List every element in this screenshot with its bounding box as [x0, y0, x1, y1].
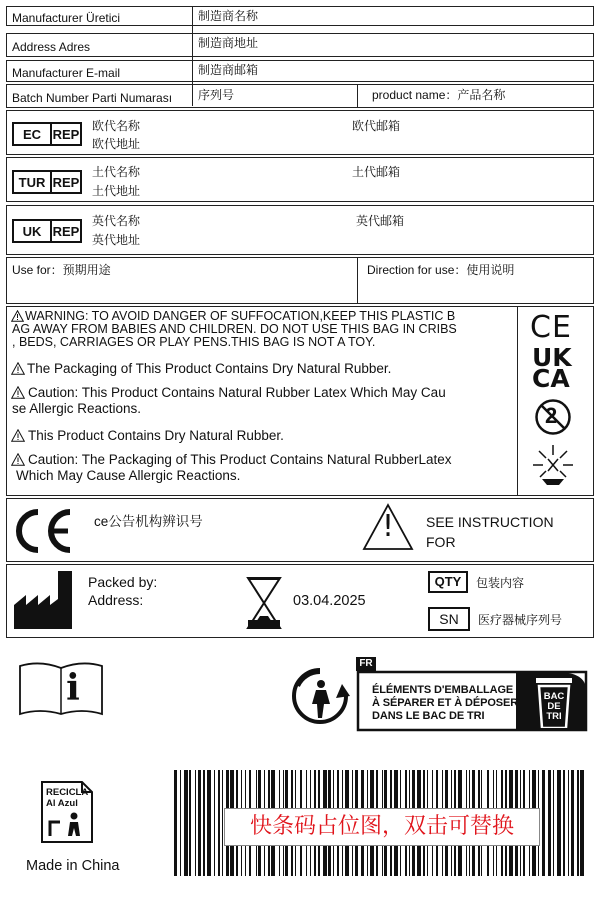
- batch-label: Batch Number Parti Numarası: [12, 91, 173, 105]
- ec-text: EC: [14, 124, 52, 144]
- see-instruction-line2: FOR: [426, 534, 456, 550]
- tur-rep-email: 土代邮箱: [352, 165, 401, 179]
- product-name: product name：产品名称: [372, 88, 506, 102]
- barcode-bar: [553, 770, 554, 876]
- email-label: Manufacturer E-mail: [12, 66, 121, 80]
- rep-text: REP: [52, 223, 80, 239]
- triman-fr-badge: FR: [356, 657, 376, 671]
- sorting-bin-label: [541, 692, 567, 722]
- ce-mark-small: CE: [530, 310, 572, 345]
- warning-packaging-rubber: The Packaging of This Product Contains Dry Natural Rubber.: [27, 361, 392, 376]
- barcode-bar: [203, 770, 205, 876]
- qty-value: 包装内容: [476, 576, 525, 590]
- warning-triangle-icon: [11, 362, 25, 375]
- tur-rep-address: 土代地址: [92, 184, 141, 198]
- packed-by: Packed by:: [88, 574, 158, 590]
- ec-rep-name: 欧代名称: [92, 119, 141, 133]
- address-label: Address Adres: [12, 40, 91, 54]
- direction-for-use: Direction for use：使用说明: [367, 263, 515, 277]
- ce-mark-large: [12, 508, 74, 554]
- caution-latex-line2: se Allergic Reactions.: [12, 401, 142, 416]
- barcode-bar: [214, 770, 215, 876]
- caution-packaging-latex-line2: Which May Cause Allergic Reactions.: [16, 468, 241, 483]
- ec-rep-email: 欧代邮箱: [352, 119, 401, 133]
- ukca-ca: CA: [532, 364, 570, 393]
- rep-text: REP: [52, 126, 80, 142]
- bin-bac: BAC: [543, 691, 565, 702]
- uk-rep-name: 英代名称: [92, 214, 141, 228]
- barcode-bar: [542, 770, 545, 876]
- rep-text: REP: [52, 174, 80, 190]
- ec-rep-address: 欧代地址: [92, 137, 141, 151]
- barcode-bar: [571, 770, 574, 876]
- warnings-divider: [517, 306, 518, 496]
- triman-line3: DANS LE BAC DE TRI: [372, 710, 485, 722]
- tur-rep-name: 土代名称: [92, 165, 141, 179]
- triman-info: [372, 684, 518, 723]
- warning-triangle-icon: [11, 429, 25, 442]
- uk-rep-badge: [12, 219, 82, 243]
- uk-rep-section: [6, 205, 594, 255]
- ukca-mark: [532, 343, 578, 393]
- warning-suffocation-line2: AG AWAY FROM BABIES AND CHILDREN. DO NOT USE THIS BAG IN CRIBS: [12, 322, 457, 336]
- triman-line2: À SÉPARER ET À DÉPOSER: [372, 697, 519, 709]
- row-divider: [357, 257, 358, 304]
- warning-suffocation-line3: , BEDS, CARRIAGES OR PLAY PENS.THIS BAG IS NOT A TOY.: [12, 335, 376, 349]
- warning-triangle-icon: [11, 310, 24, 322]
- warning-triangle-icon: [11, 386, 25, 399]
- barcode-placeholder-text[interactable]: 快条码占位图，双击可替换: [249, 814, 514, 839]
- use-for: Use for：预期用途: [12, 263, 111, 277]
- barcode-bar: [580, 770, 584, 876]
- barcode-bar: [563, 770, 565, 876]
- barcode-bar: [222, 770, 223, 876]
- bin-tri: TRI: [546, 711, 562, 722]
- address-row: [6, 33, 594, 57]
- ec-rep-badge: [12, 122, 82, 146]
- warning-triangle-icon: [11, 453, 25, 466]
- keep-away-from-sunlight-icon: [531, 443, 575, 487]
- triman-icon: [290, 666, 350, 724]
- ce-section: [6, 498, 594, 562]
- consult-instructions-letter: i: [66, 667, 80, 709]
- packing-address: Address:: [88, 592, 144, 608]
- expiry-hourglass-icon: [246, 576, 282, 630]
- sn-value: 医疗器械序列号: [478, 613, 563, 627]
- tur-text: TUR: [14, 172, 52, 192]
- warning-suffocation-line1: WARNING: TO AVOID DANGER OF SUFFOCATION,KEEP THIS PLASTIC B: [25, 309, 456, 323]
- uk-rep-address: 英代地址: [92, 233, 141, 247]
- see-instruction-line1: SEE INSTRUCTION: [426, 514, 554, 530]
- batch-value: 序列号: [198, 88, 235, 102]
- manufacturer-value: 制造商名称: [198, 9, 259, 23]
- triman-line1: ÉLÉMENTS D'EMBALLAGE: [372, 684, 514, 696]
- barcode-bar: [577, 770, 579, 876]
- barcode-bar: [207, 770, 211, 876]
- expiry-date: 03.04.2025: [293, 593, 366, 609]
- ukca-uk: UK: [532, 343, 572, 372]
- manufacturer-label: Manufacturer Üretici: [12, 11, 121, 25]
- recicla-line1: RECICLA: [46, 787, 89, 798]
- barcode-bar: [184, 770, 188, 876]
- caution-exclamation: !: [381, 509, 395, 544]
- barcode-bar: [218, 770, 220, 876]
- warning-dry-rubber: This Product Contains Dry Natural Rubber.: [28, 428, 284, 443]
- notified-body-number: ce公告机构辨识号: [94, 514, 203, 529]
- recicla-text: [46, 787, 88, 809]
- barcode-bar: [180, 770, 181, 876]
- caution-packaging-latex-line1: Caution: The Packaging of This Product Contains Natural RubberLatex: [28, 452, 452, 467]
- barcode-bar: [198, 770, 201, 876]
- barcode-bar: [174, 770, 177, 876]
- do-not-reuse-number: 2: [545, 403, 558, 428]
- bin-de: DE: [547, 701, 561, 712]
- address-value: 制造商地址: [198, 36, 259, 50]
- caution-latex-line1: Caution: This Product Contains Natural Rubber Latex Which May Cau: [28, 385, 446, 400]
- made-in: Made in China: [26, 858, 120, 874]
- qty-badge: QTY: [428, 571, 468, 593]
- barcode-bar: [195, 770, 196, 876]
- tur-rep-badge: [12, 170, 82, 194]
- uk-rep-email: 英代邮箱: [356, 214, 405, 228]
- barcode-bar: [548, 770, 551, 876]
- email-value: 制造商邮箱: [198, 63, 259, 77]
- row-divider: [357, 84, 358, 108]
- manufacturer-factory-icon: [14, 571, 74, 629]
- barcode-bar: [189, 770, 191, 876]
- sn-badge: SN: [428, 607, 470, 631]
- recicla-line2: Al Azul: [46, 798, 78, 809]
- barcode-bar: [568, 770, 569, 876]
- uk-text: UK: [14, 221, 52, 241]
- barcode-bar: [557, 770, 561, 876]
